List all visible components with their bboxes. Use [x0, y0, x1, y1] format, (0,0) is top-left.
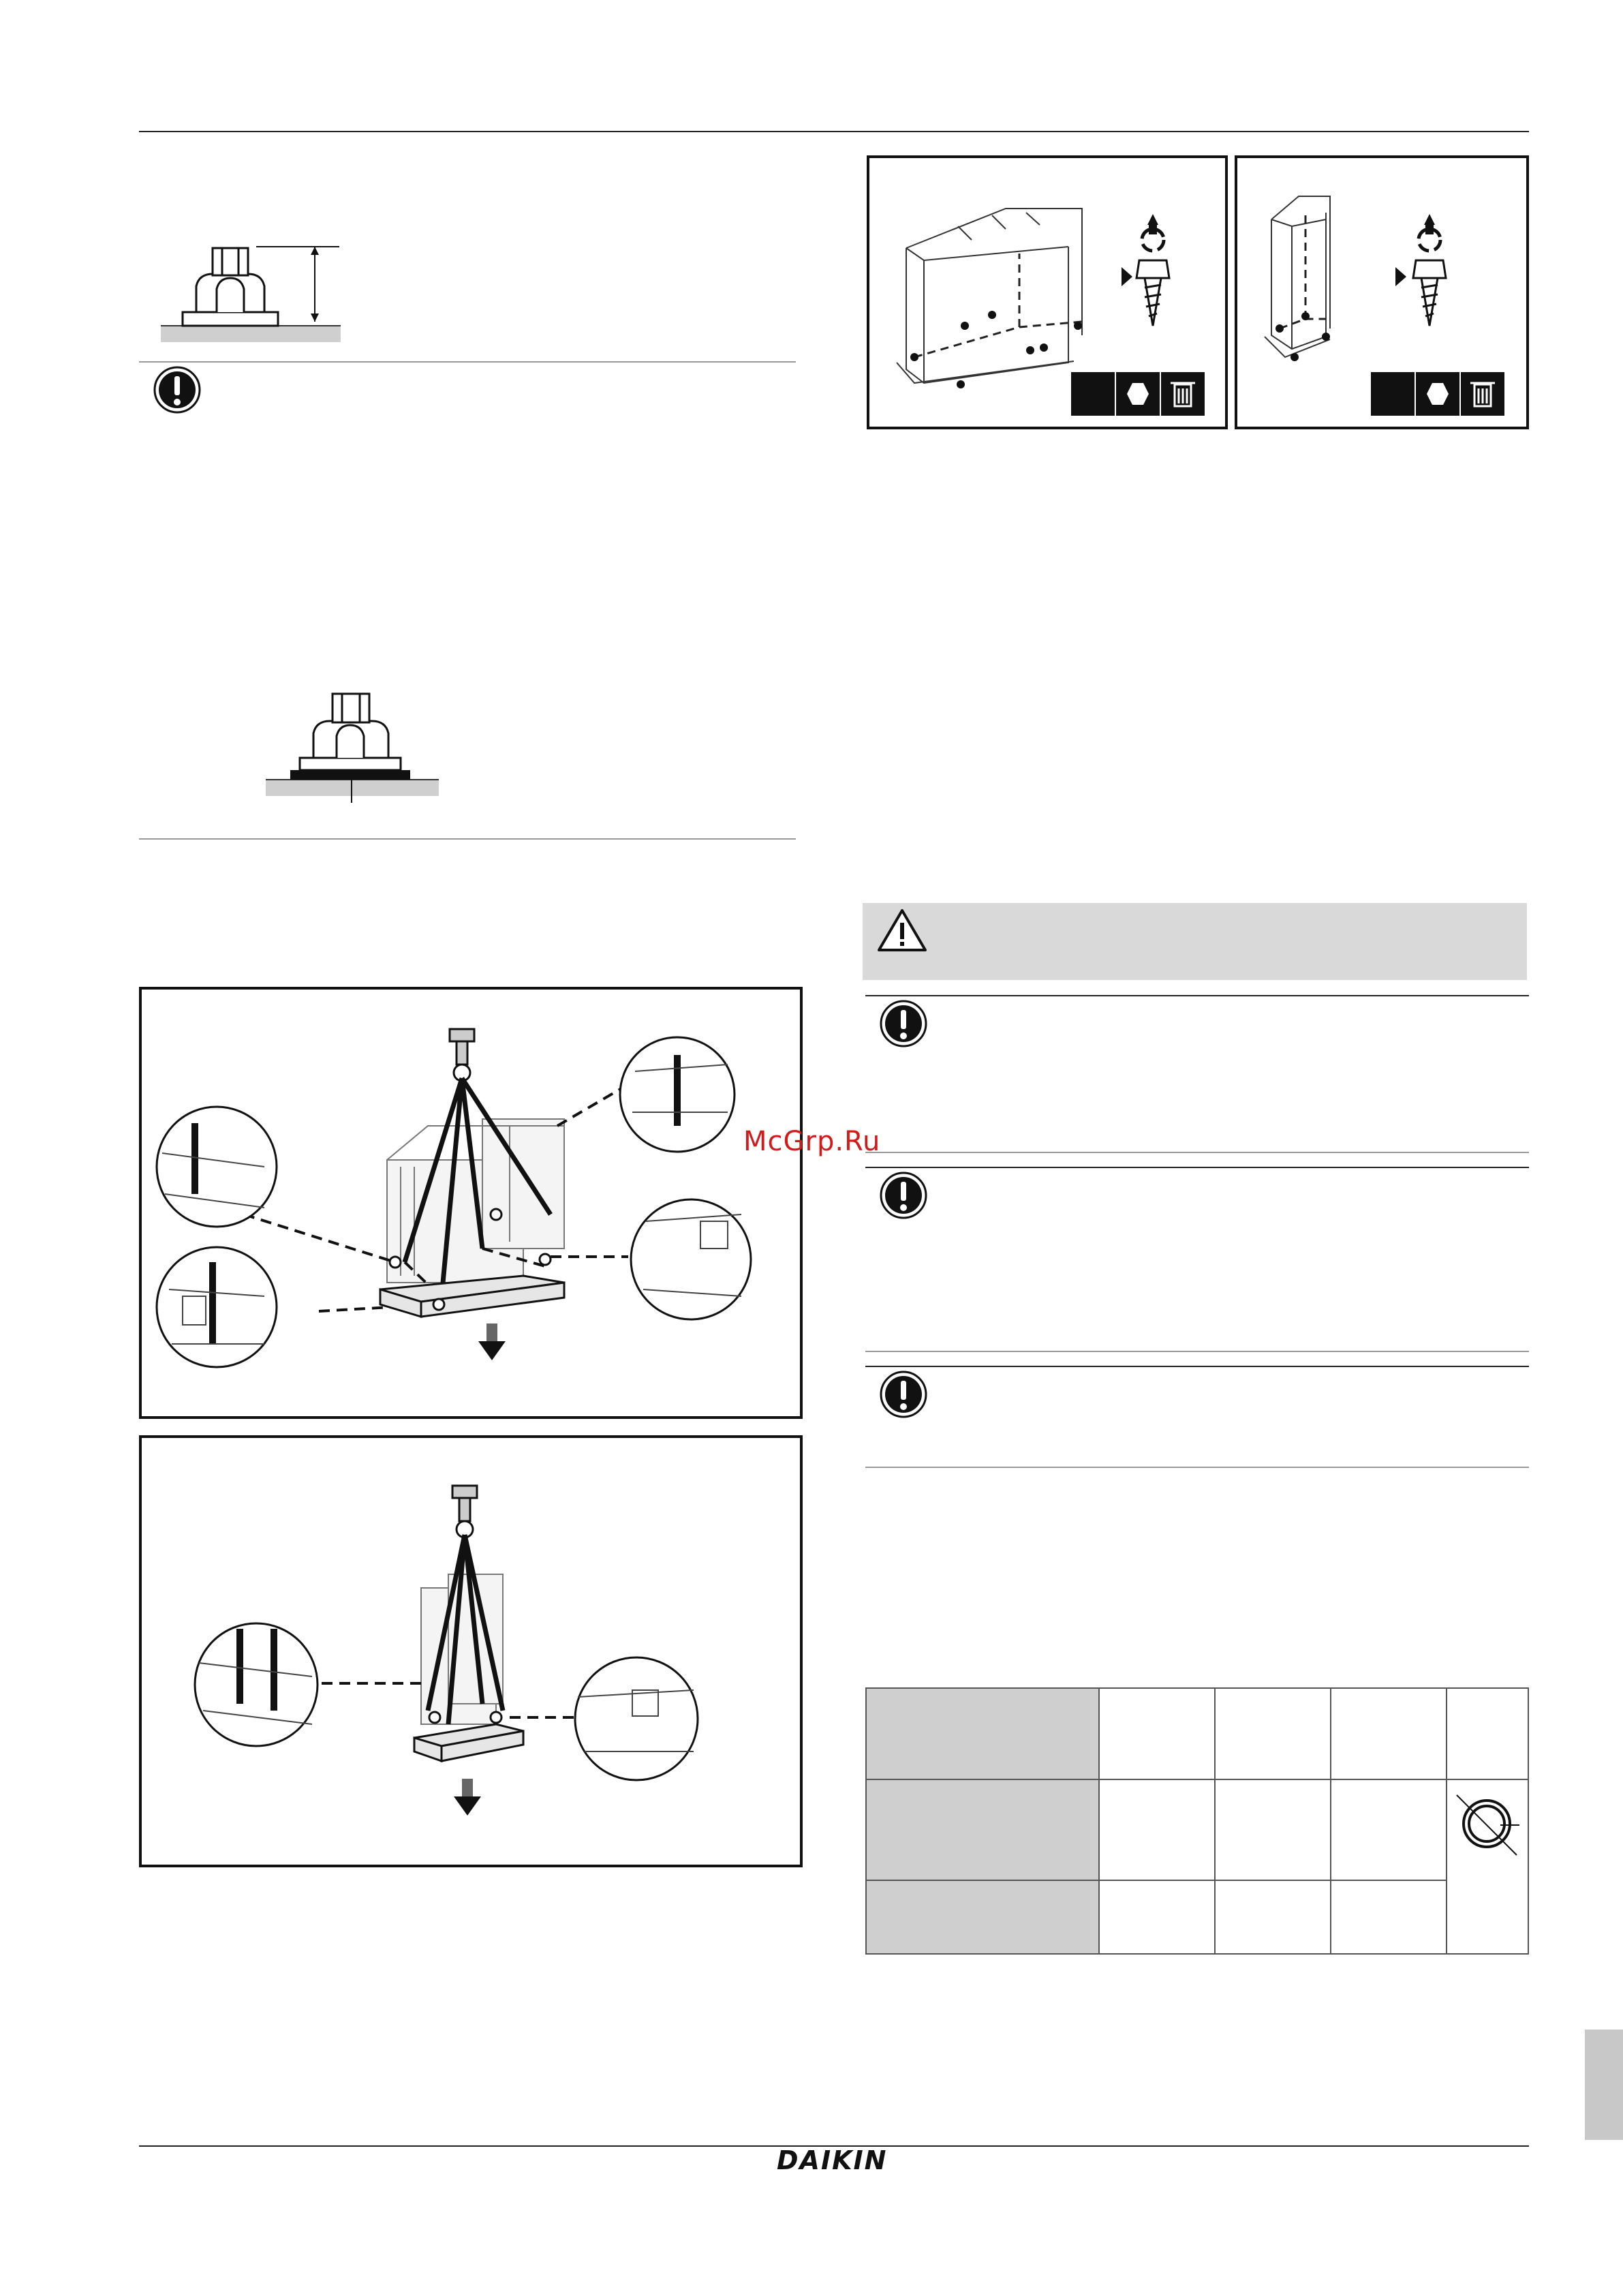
table-cell [1331, 1779, 1447, 1880]
table-cell [1331, 1880, 1447, 1954]
watermark: McGrp.Ru [743, 1126, 881, 1157]
lifting-figure-large-unit [139, 987, 803, 1419]
pipe-cross-section-icon [1453, 1790, 1521, 1858]
table-cell [1215, 1779, 1331, 1880]
remove-screw-icon [1142, 214, 1164, 251]
table-cell [1099, 1779, 1215, 1880]
table-cell [1215, 1880, 1331, 1954]
table-row-label [866, 1880, 1099, 1954]
cap-nut-pad-figure [266, 688, 443, 804]
section-divider [865, 1366, 1529, 1367]
important-icon [879, 1370, 928, 1419]
table-header-cell [866, 1688, 1099, 1779]
table-row-label [866, 1779, 1099, 1880]
table-header-cell [1331, 1688, 1447, 1779]
caution-band [863, 903, 1527, 980]
unpacking-figure-small-unit [1235, 155, 1529, 429]
table-cell [1447, 1779, 1528, 1954]
chapter-side-tab [1585, 2030, 1623, 2140]
section-divider [865, 1351, 1529, 1352]
section-divider [139, 838, 796, 840]
daikin-logo: DAIKIN [777, 2145, 888, 2175]
table-header-cell [1099, 1688, 1215, 1779]
self-tapping-screw-icon [1137, 260, 1169, 326]
lifting-hook-icon [450, 1029, 474, 1081]
table-header-cell [1215, 1688, 1331, 1779]
table-cell [1099, 1880, 1215, 1954]
section-divider [139, 361, 796, 363]
pipe-size-table [865, 1687, 1529, 1955]
section-divider [865, 995, 1529, 996]
unpacking-figure-large-unit [867, 155, 1228, 429]
section-divider [865, 1167, 1529, 1168]
arrow-down-icon [478, 1323, 506, 1360]
section-divider [865, 1467, 1529, 1468]
header-rule [139, 131, 1529, 132]
important-icon [153, 365, 202, 414]
cap-nut-dimension-figure [161, 239, 365, 348]
important-icon [879, 1171, 928, 1220]
lifting-figure-small-unit [139, 1435, 803, 1867]
cap-nut-icon [183, 248, 278, 326]
warning-triangle-icon [876, 908, 928, 953]
important-icon [879, 999, 928, 1048]
section-divider [865, 1152, 1529, 1153]
table-header-cell [1447, 1688, 1528, 1779]
